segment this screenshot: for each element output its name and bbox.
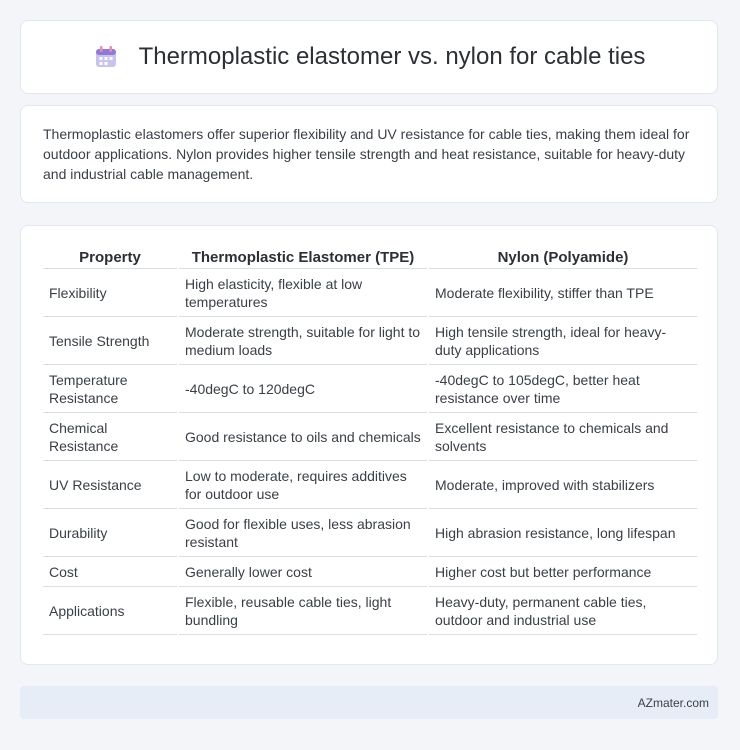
nylon-cell: -40degC to 105degC, better heat resistance over time [429, 365, 697, 413]
nylon-cell: Higher cost but better performance [429, 557, 697, 587]
nylon-cell: High tensile strength, ideal for heavy-duty applications [429, 317, 697, 365]
tpe-cell: -40degC to 120degC [179, 365, 427, 413]
table-row [43, 269, 697, 317]
intro-card [20, 105, 718, 203]
tpe-cell: High elasticity, flexible at low temperatures [179, 269, 427, 317]
nylon-cell: Moderate flexibility, stiffer than TPE [429, 269, 697, 317]
footer-site-name: AZmater.com [637, 695, 709, 710]
property-cell: Applications [43, 587, 177, 635]
footer-bar [20, 686, 718, 719]
table-row [43, 317, 697, 365]
table-row [43, 461, 697, 509]
table-row [43, 557, 697, 587]
nylon-cell: Moderate, improved with stabilizers [429, 461, 697, 509]
comparison-table [41, 246, 699, 635]
property-cell: Flexibility [43, 269, 177, 317]
property-cell: Tensile Strength [43, 317, 177, 365]
tpe-cell: Good for flexible uses, less abrasion resistant [179, 509, 427, 557]
column-header-nylon: Nylon (Polyamide) [429, 246, 697, 269]
property-cell: UV Resistance [43, 461, 177, 509]
intro-text: Thermoplastic elastomers offer superior flexibility and UV resistance for cable ties, making them ideal for outdoor applications. Nylon provides higher tensile strength and heat resistance, suitable for heavy-duty and industrial cable management. [43, 126, 690, 182]
nylon-cell: High abrasion resistance, long lifespan [429, 509, 697, 557]
property-cell: Cost [43, 557, 177, 587]
nylon-cell: Heavy-duty, permanent cable ties, outdoor and industrial use [429, 587, 697, 635]
tpe-cell: Good resistance to oils and chemicals [179, 413, 427, 461]
tpe-cell: Flexible, reusable cable ties, light bundling [179, 587, 427, 635]
nylon-cell: Excellent resistance to chemicals and solvents [429, 413, 697, 461]
table-row [43, 413, 697, 461]
table-card [20, 225, 718, 665]
title-wrap [93, 43, 646, 71]
property-cell: Chemical Resistance [43, 413, 177, 461]
tpe-cell: Moderate strength, suitable for light to medium loads [179, 317, 427, 365]
table-row [43, 365, 697, 413]
table-row [43, 509, 697, 557]
table-row [43, 587, 697, 635]
column-header-property: Property [43, 246, 177, 269]
property-cell: Temperature Resistance [43, 365, 177, 413]
header-card [20, 20, 718, 94]
tpe-cell: Low to moderate, requires additives for outdoor use [179, 461, 427, 509]
tpe-cell: Generally lower cost [179, 557, 427, 587]
property-cell: Durability [43, 509, 177, 557]
page-title: Thermoplastic elastomer vs. nylon for cable ties [138, 43, 646, 70]
table-header-row [43, 246, 697, 269]
calendar-icon [93, 44, 119, 70]
column-header-tpe: Thermoplastic Elastomer (TPE) [179, 246, 427, 269]
